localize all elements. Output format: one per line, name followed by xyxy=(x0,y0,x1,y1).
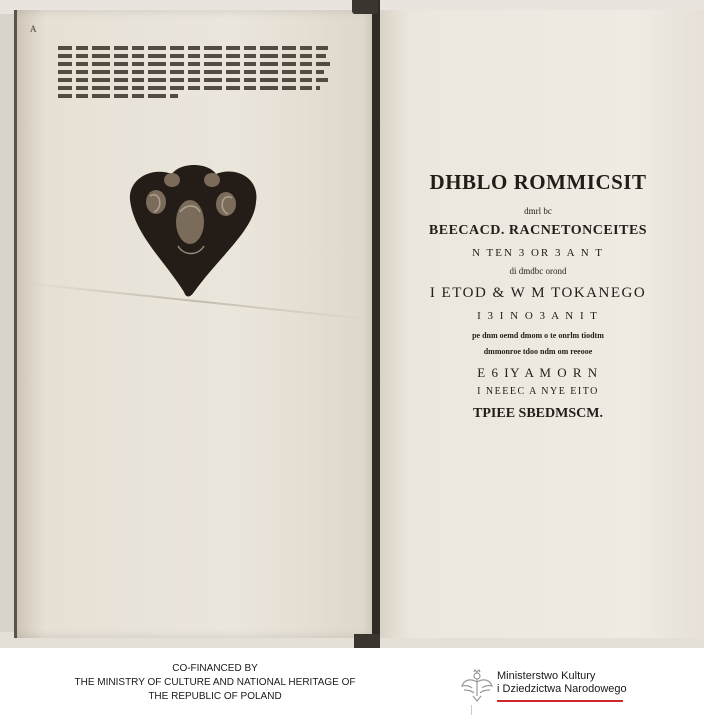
title-line-6: I ETOD & W M TOKANEGO xyxy=(429,285,647,301)
text-line xyxy=(58,70,324,74)
title-line-9: dmmonroe tdoo ndm om reeooe xyxy=(483,347,593,356)
cofinanced-line-2: THE MINISTRY OF CULTURE AND NATIONAL HERITAGE OF xyxy=(74,677,356,688)
cofinanced-line-3: THE REPUBLIC OF POLAND xyxy=(148,691,282,702)
title-line-1: DHBLO ROMMICSIT xyxy=(429,170,647,194)
footer xyxy=(0,648,704,720)
ministry-line-1: Ministerstwo Kultury xyxy=(497,670,596,682)
book-spine xyxy=(372,0,380,640)
ministry-line-2: i Dziedzictwa Narodowego xyxy=(497,683,627,695)
text-line xyxy=(58,94,178,98)
left-page-text-block xyxy=(58,46,330,102)
spine-top-cap xyxy=(352,0,378,14)
title-line-8: pe dnm oemd dmom o te onrlm tiodtm xyxy=(472,331,604,340)
title-page-block xyxy=(392,168,684,421)
title-line-12: TPIEE SBEDMSCM. xyxy=(473,406,603,421)
spine-bottom-cap xyxy=(354,634,380,648)
title-line-4: N TEN 3 OR 3 A N T xyxy=(472,247,604,259)
ministry-accent-rule xyxy=(497,700,623,702)
cofinanced-line-1: CO-FINANCED BY xyxy=(172,663,258,674)
text-line xyxy=(58,86,320,90)
logo-divider xyxy=(471,705,472,715)
left-page-number: A xyxy=(30,24,37,34)
cofinanced-statement xyxy=(60,662,370,704)
text-line xyxy=(58,78,328,82)
polish-eagle-emblem-icon xyxy=(460,668,494,704)
title-line-10: E 6 IY A M O R N xyxy=(477,365,599,380)
title-line-7: I 3 I N O 3 A N I T xyxy=(477,310,599,322)
title-line-2: dmrl bc xyxy=(524,206,552,216)
title-line-11: I NEEEC A NYE EITO xyxy=(477,386,599,397)
ministry-logo-text xyxy=(497,670,627,696)
title-line-5: di dmdbc orond xyxy=(509,266,567,276)
left-page xyxy=(14,10,377,638)
title-line-3: BEECACD. RACNETONCEITES xyxy=(428,223,648,238)
vignette-ornament-icon xyxy=(120,160,264,300)
text-line xyxy=(58,46,328,50)
text-line xyxy=(58,62,330,66)
text-line xyxy=(58,54,326,58)
